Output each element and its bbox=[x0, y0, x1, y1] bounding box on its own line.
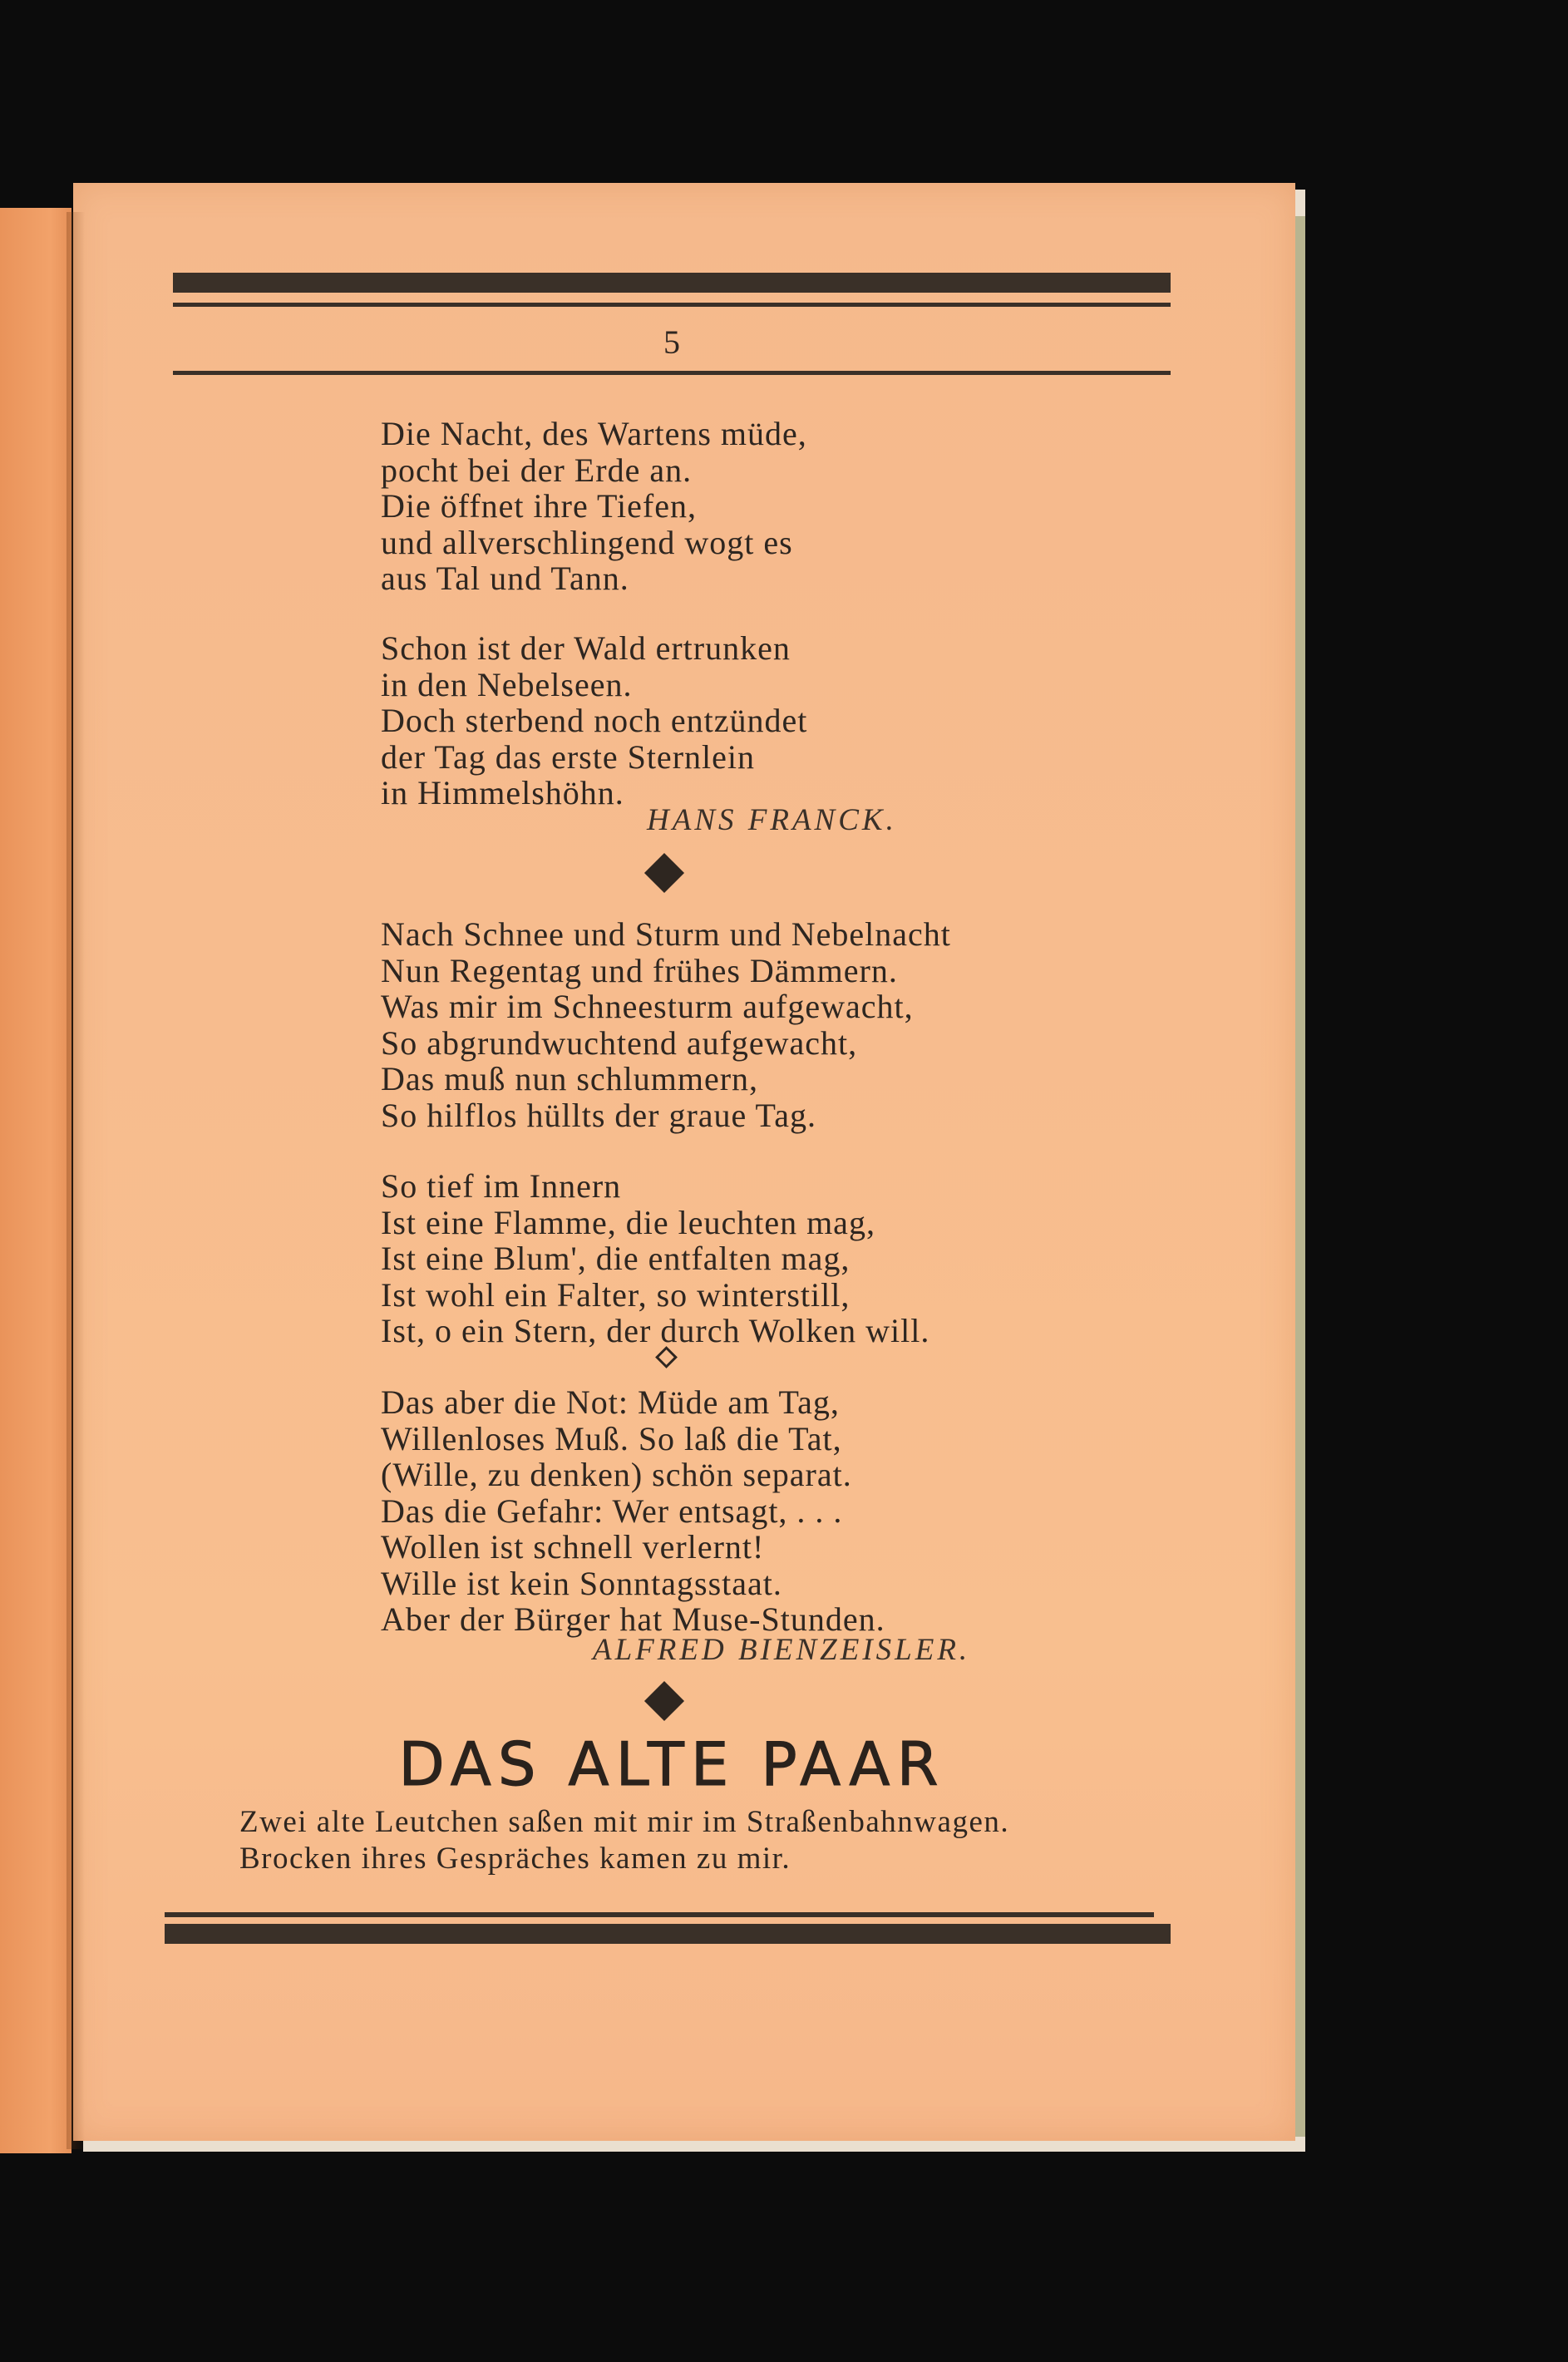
poem-2-stanza-2: So tief im Innern Ist eine Flamme, die leuchten mag, Ist eine Blum', die entfalten mag, Ist wohl ein Falter, so winterstill, Ist, o ein Stern, der durch Wolken will. bbox=[381, 1167, 930, 1349]
header-underline-rule bbox=[173, 371, 1171, 375]
poem-2-stanza-1: Nach Schnee und Sturm und Nebelnacht Nun Regentag und frühes Dämmern. Was mir im Schneesturm aufgewacht, So abgrundwuchtend aufgewacht, Das muß nun schlummern, So hilflos hüllts der graue Tag. bbox=[381, 915, 951, 1134]
poem-1-stanza-1: Die Nacht, des Wartens müde, pocht bei der Erde an. Die öffnet ihre Tiefen, und allverschlingend wogt es aus Tal und Tann. bbox=[381, 415, 807, 597]
diamond-ornament-icon bbox=[644, 853, 684, 893]
footer-thin-rule bbox=[165, 1912, 1154, 1917]
book-page bbox=[73, 183, 1295, 2141]
header-thick-rule bbox=[173, 273, 1171, 293]
diamond-ornament-icon bbox=[644, 1681, 684, 1721]
poem-1-author: HANS FRANCK. bbox=[647, 803, 897, 837]
gutter-shadow bbox=[67, 212, 85, 2149]
footer-thick-rule bbox=[165, 1924, 1171, 1944]
article-title: DAS ALTE PAAR bbox=[398, 1729, 945, 1799]
header-thin-rule bbox=[173, 303, 1171, 307]
article-opening: Zwei alte Leutchen saßen mit mir im Straßenbahnwagen. Brocken ihres Gespräches kamen zu mir. bbox=[239, 1805, 1010, 1876]
facing-page-edge bbox=[0, 208, 71, 2153]
poem-2-stanza-3: Das aber die Not: Müde am Tag, Willenloses Muß. So laß die Tat, (Wille, zu denken) schön separat. Das die Gefahr: Wer entsagt, . . . Wollen ist schnell verlernt! Wille ist kein Sonntagsstaat. Aber der Bürger hat Muse-Stunden. bbox=[381, 1383, 885, 1638]
small-diamond-ornament-icon bbox=[655, 1346, 678, 1368]
poem-2-author: ALFRED BIENZEISLER. bbox=[593, 1633, 971, 1667]
poem-1-stanza-2: Schon ist der Wald ertrunken in den Nebelseen. Doch sterbend noch entzündet der Tag das erste Sternlein in Himmelshöhn. bbox=[381, 629, 808, 811]
page-number: 5 bbox=[663, 323, 680, 361]
